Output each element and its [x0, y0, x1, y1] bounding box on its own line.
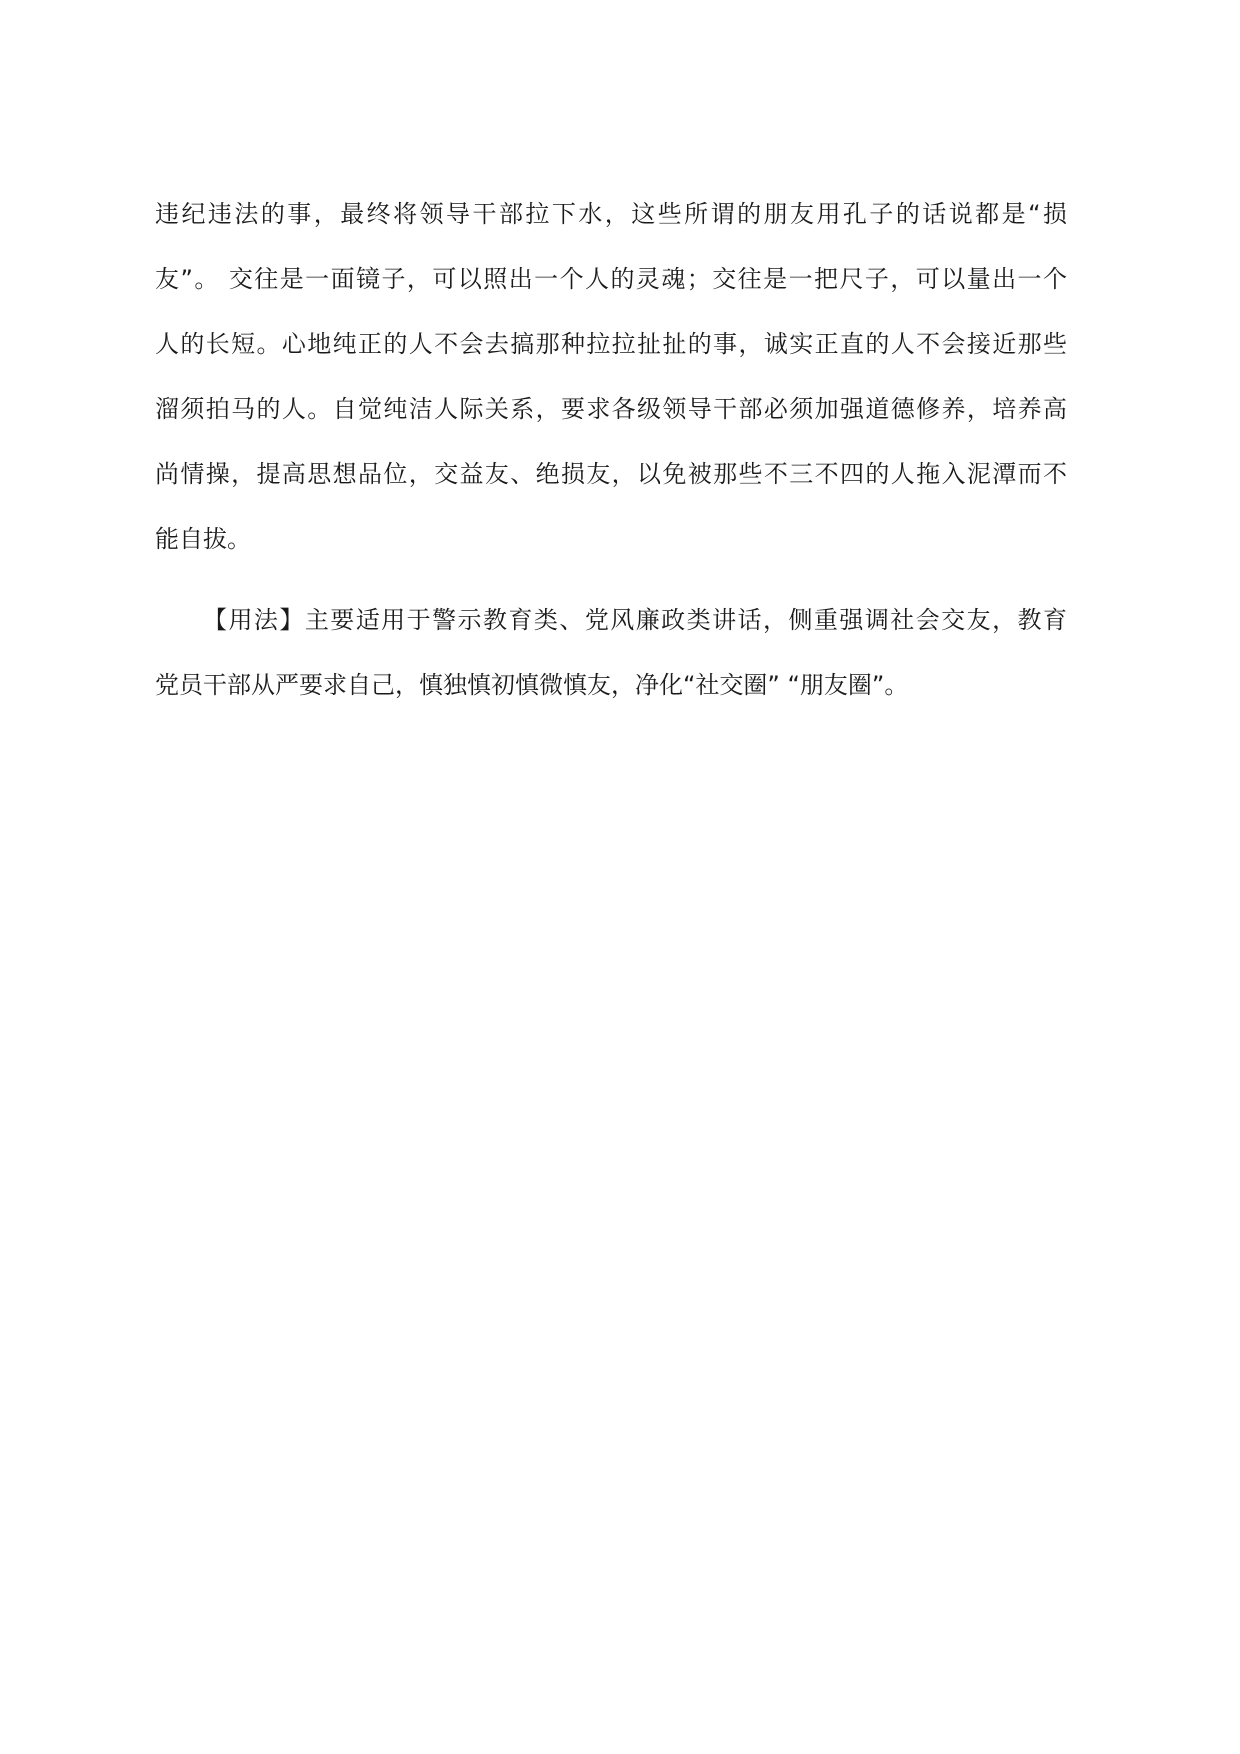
paragraph-line: 溜须拍马的人。自觉纯洁人际关系，要求各级领导干部必须加强道德修养，培养高 — [155, 395, 1067, 423]
paragraph-line: 【用法】主要适用于警示教育类、党风廉政类讲话，侧重强调社会交友，教育 — [203, 606, 1067, 634]
paragraph-line: 违纪违法的事，最终将领导干部拉下水，这些所谓的朋友用孔子的话说都是“损 — [155, 200, 1067, 228]
paragraph-line: 党员干部从严要求自己，慎独慎初慎微慎友，净化“社交圈” “朋友圈”。 — [155, 671, 909, 699]
paragraph-2-usage — [155, 588, 1067, 718]
paragraph-line: 人的长短。心地纯正的人不会去搞那种拉拉扯扯的事，诚实正直的人不会接近那些 — [155, 330, 1067, 358]
paragraph-line: 友”。 交往是一面镜子，可以照出一个人的灵魂；交往是一把尺子，可以量出一个 — [155, 265, 1067, 293]
paragraph-line: 能自拔。 — [155, 525, 251, 553]
paragraph-line: 尚情操，提高思想品位，交益友、绝损友，以免被那些不三不四的人拖入泥潭而不 — [155, 460, 1067, 488]
paragraph-1 — [155, 182, 1067, 572]
